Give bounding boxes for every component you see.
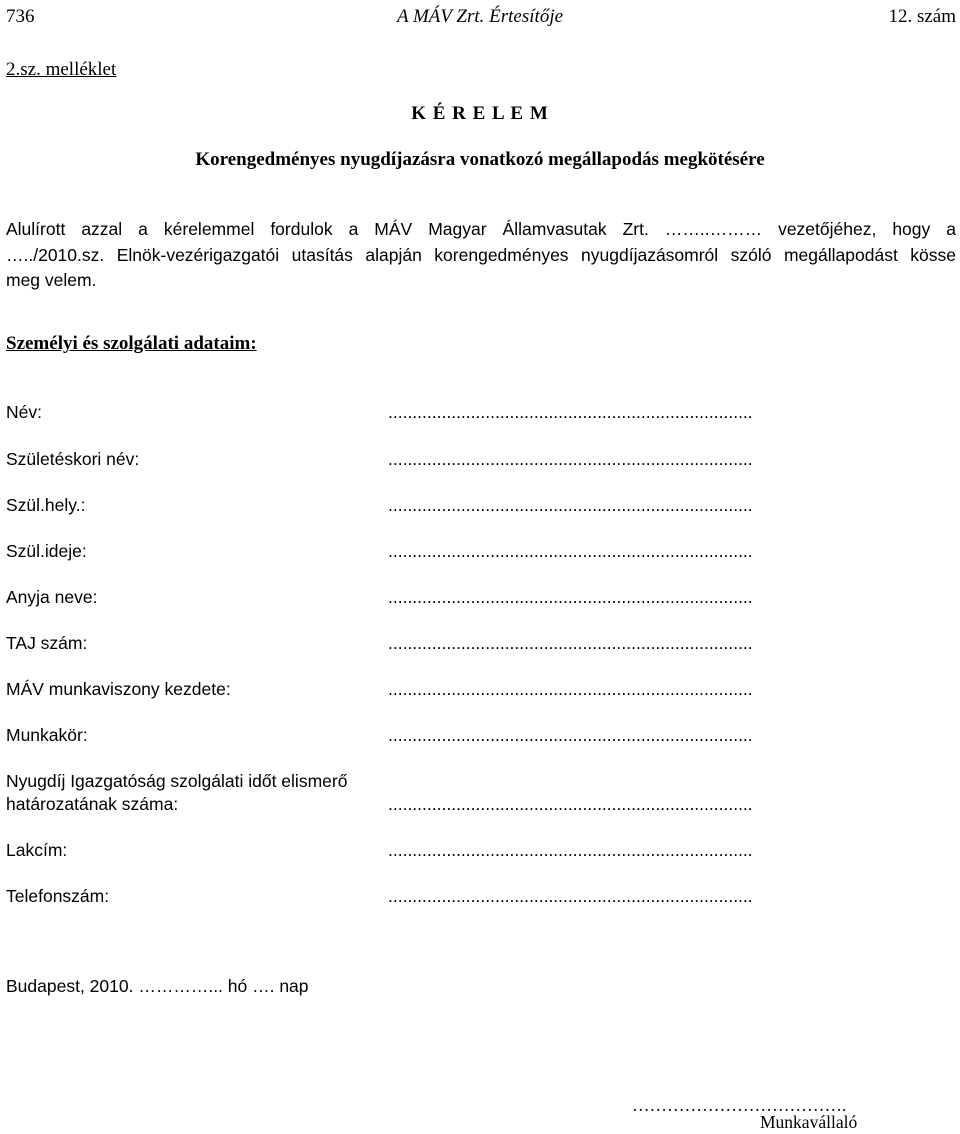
- field-blank-employment-start[interactable]: ...........................................................................: [388, 681, 753, 699]
- annex-label: 2.sz. melléklet: [6, 59, 117, 80]
- field-label-birth-name: Születéskori név:: [6, 449, 140, 469]
- signature-line[interactable]: ……………………………….: [632, 1095, 847, 1115]
- paragraph-line-2: …../2010.sz. Elnök-vezérigazgatói utasítás alapján korengedményes nyugdíjazásomról szóló megállapodást kösse: [6, 244, 956, 265]
- field-label-phone: Telefonszám:: [6, 886, 110, 906]
- section-title: Személyi és szolgálati adataim:: [6, 333, 257, 354]
- field-blank-taj-number[interactable]: ...........................................................................: [388, 635, 753, 653]
- field-label-pension-decision-line2: határozatának száma:: [6, 794, 179, 814]
- field-label-employment-start: MÁV munkaviszony kezdete:: [6, 679, 231, 699]
- field-label-name: Név:: [6, 402, 42, 422]
- journal-title: A MÁV Zrt. Értesítője: [396, 6, 564, 27]
- document-title: K É R E L E M: [411, 103, 549, 124]
- signature-label: Munkavállaló: [760, 1112, 858, 1132]
- field-label-mother-name: Anyja neve:: [6, 587, 98, 607]
- field-blank-job-title[interactable]: ...........................................................................: [388, 727, 753, 745]
- page-number: 736: [6, 6, 35, 27]
- paragraph-line-3: meg velem.: [6, 270, 97, 290]
- request-paragraph: [6, 217, 956, 294]
- field-blank-phone[interactable]: ...........................................................................: [388, 888, 753, 906]
- field-label-job-title: Munkakör:: [6, 725, 88, 745]
- field-blank-address[interactable]: ...........................................................................: [388, 842, 753, 860]
- document-subtitle: Korengedményes nyugdíjazásra vonatkozó megállapodás megkötésére: [195, 149, 765, 170]
- field-blank-birth-name[interactable]: ...........................................................................: [388, 451, 753, 469]
- field-blank-birth-place[interactable]: ...........................................................................: [388, 497, 753, 515]
- issue-number: 12. szám: [888, 6, 956, 27]
- field-blank-birth-date[interactable]: ...........................................................................: [388, 543, 753, 561]
- field-blank-mother-name[interactable]: ...........................................................................: [388, 589, 753, 607]
- field-label-birth-date: Szül.ideje:: [6, 541, 87, 561]
- place-date-line[interactable]: Budapest, 2010. …………... hó …. nap: [6, 976, 309, 996]
- paragraph-line-1: Alulírott azzal a kérelemmel fordulok a MÁV Magyar Államvasutak Zrt. ……..……… vezetőjéhez, hogy a: [6, 219, 956, 239]
- field-label-taj-number: TAJ szám:: [6, 633, 88, 653]
- field-blank-name[interactable]: ...........................................................................: [388, 404, 753, 422]
- field-blank-pension-decision[interactable]: ...........................................................................: [388, 796, 753, 814]
- field-label-birth-place: Szül.hely.:: [6, 495, 86, 515]
- field-label-address: Lakcím:: [6, 840, 68, 860]
- field-label-pension-decision: Nyugdíj Igazgatóság szolgálati időt elismerő: [6, 771, 348, 791]
